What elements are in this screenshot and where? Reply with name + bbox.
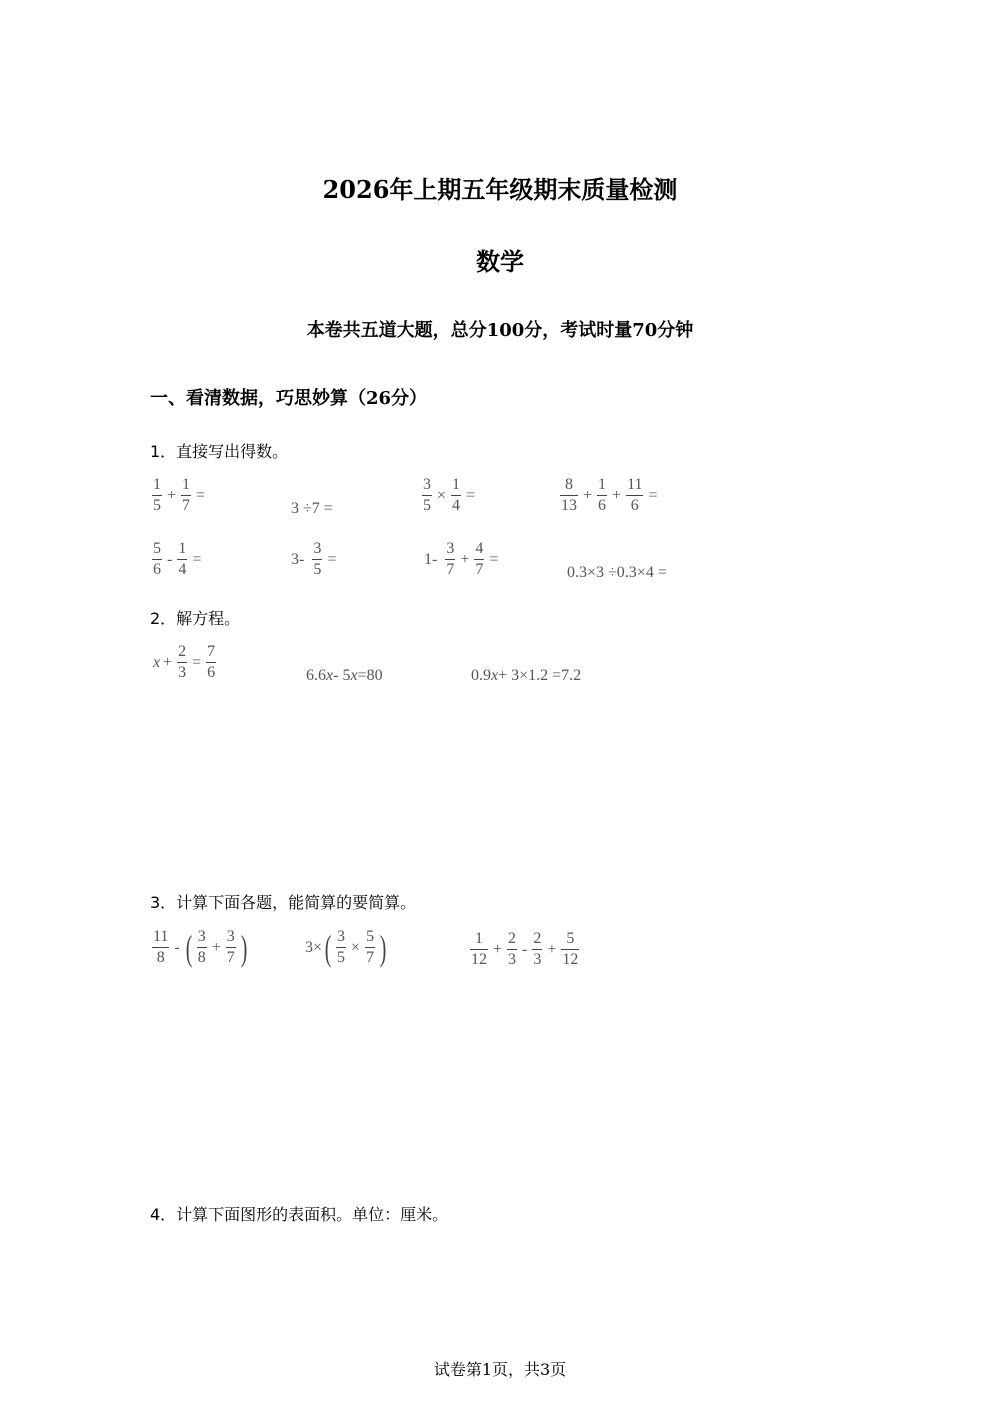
- left-paren: (: [324, 927, 332, 968]
- question-3-label: 3．计算下面各题，能简算的要简算。: [150, 893, 417, 912]
- denominator: 6: [207, 664, 216, 682]
- q2-equation-3: [471, 667, 581, 685]
- section-1-heading: 一、看清数据，巧思妙算（26分）: [150, 388, 428, 409]
- operator: =: [489, 550, 499, 568]
- expression-text: 0.3×3 ÷0.3×4 =: [567, 564, 667, 581]
- exam-instructions: 本卷共五道大题，总分100分，考试时量70分钟: [306, 320, 694, 341]
- numerator: 8: [565, 476, 573, 493]
- question-1-label: 1．直接写出得数。: [150, 442, 289, 461]
- numerator: 2: [508, 930, 517, 947]
- operator: +: [547, 940, 557, 958]
- q3-expr-1: [150, 928, 250, 968]
- operator: ×: [437, 486, 447, 504]
- denominator: 3: [508, 951, 517, 969]
- operator: =: [327, 550, 337, 568]
- denominator: 6: [598, 497, 607, 515]
- operator: +: [167, 486, 177, 504]
- operator: +: [211, 938, 221, 956]
- q1-expr-6: [291, 540, 339, 580]
- variable: x: [491, 667, 499, 684]
- numerator: 3: [197, 928, 206, 945]
- denominator: 7: [366, 949, 375, 967]
- q3-expr-3: [468, 930, 581, 970]
- denominator: 6: [153, 561, 161, 579]
- operator: +: [493, 940, 503, 958]
- denominator: 5: [313, 561, 322, 579]
- expression-text: 1-: [424, 550, 438, 568]
- operator: +: [163, 653, 173, 671]
- denominator: 4: [178, 561, 187, 579]
- denominator: 13: [561, 497, 577, 515]
- denominator: 8: [156, 949, 165, 967]
- q1-expr-5: [150, 540, 204, 580]
- expression-text: 3-: [291, 550, 305, 568]
- operator: =: [192, 653, 202, 671]
- numerator: 5: [366, 928, 375, 945]
- expression-text: + 3×1.2 =7.2: [498, 667, 582, 684]
- q2-equation-2: [306, 667, 383, 685]
- numerator: 2: [178, 643, 187, 660]
- numerator: 1: [475, 930, 483, 947]
- operator: +: [460, 550, 470, 568]
- q1-expr-1: [150, 476, 208, 516]
- numerator: 3: [446, 540, 455, 557]
- q3-expr-2: [305, 928, 389, 968]
- numerator: 11: [153, 928, 169, 945]
- denominator: 7: [182, 497, 191, 515]
- operator: =: [192, 550, 202, 568]
- variable: x: [153, 653, 161, 671]
- numerator: 11: [627, 476, 643, 493]
- q1-expr-4: [558, 476, 661, 516]
- denominator: 12: [562, 951, 579, 969]
- numerator: 1: [598, 476, 607, 493]
- operator: -: [522, 940, 528, 958]
- expression-text: 3 ÷7 =: [291, 500, 333, 517]
- numerator: 1: [153, 476, 161, 493]
- expression-text: 6.6: [306, 667, 326, 684]
- operator: -: [174, 938, 180, 956]
- denominator: 5: [423, 497, 431, 515]
- right-paren: ): [240, 927, 248, 968]
- q1-expr-2: [291, 500, 333, 518]
- subject-title: 数学: [476, 247, 524, 276]
- numerator: 1: [182, 476, 191, 493]
- q1-expr-7: [424, 540, 501, 580]
- denominator: 5: [153, 497, 161, 515]
- numerator: 1: [178, 540, 187, 557]
- numerator: 3: [226, 928, 235, 945]
- numerator: 7: [207, 643, 216, 660]
- question-2-label: 2．解方程。: [150, 609, 241, 628]
- q1-expr-8: [567, 564, 667, 582]
- denominator: 7: [226, 949, 235, 967]
- denominator: 5: [337, 949, 346, 967]
- exam-title: 2026年上期五年级期末质量检测: [322, 175, 678, 204]
- numerator: 1: [452, 476, 461, 493]
- variable: x: [350, 667, 358, 684]
- denominator: 7: [475, 561, 484, 579]
- numerator: 4: [475, 540, 484, 557]
- right-paren: ): [379, 927, 387, 968]
- expression-text: 3×: [305, 938, 323, 956]
- denominator: 8: [197, 949, 206, 967]
- denominator: 12: [471, 951, 487, 969]
- operator: =: [196, 486, 206, 504]
- operator: =: [648, 486, 658, 504]
- q1-expr-3: [420, 476, 478, 516]
- operator: ×: [351, 938, 361, 956]
- page-footer: 试卷第1页，共3页: [433, 1360, 567, 1379]
- operator: +: [612, 486, 622, 504]
- expression-text: =80: [357, 667, 383, 684]
- numerator: 2: [533, 930, 542, 947]
- denominator: 7: [446, 561, 455, 579]
- denominator: 3: [178, 664, 187, 682]
- denominator: 6: [630, 497, 639, 515]
- expression-text: - 5: [333, 667, 351, 684]
- numerator: 3: [423, 476, 431, 493]
- operator: +: [583, 486, 593, 504]
- numerator: 3: [337, 928, 346, 945]
- numerator: 5: [566, 930, 575, 947]
- q2-equation-1: [153, 643, 218, 683]
- denominator: 3: [533, 951, 542, 969]
- numerator: 3: [313, 540, 322, 557]
- denominator: 4: [452, 497, 461, 515]
- operator: -: [167, 550, 173, 568]
- expression-text: 0.9: [471, 667, 491, 684]
- operator: =: [466, 486, 476, 504]
- variable: x: [326, 667, 334, 684]
- numerator: 5: [153, 540, 161, 557]
- question-4-label: 4．计算下面图形的表面积。单位：厘米。: [150, 1205, 449, 1224]
- left-paren: (: [185, 927, 193, 968]
